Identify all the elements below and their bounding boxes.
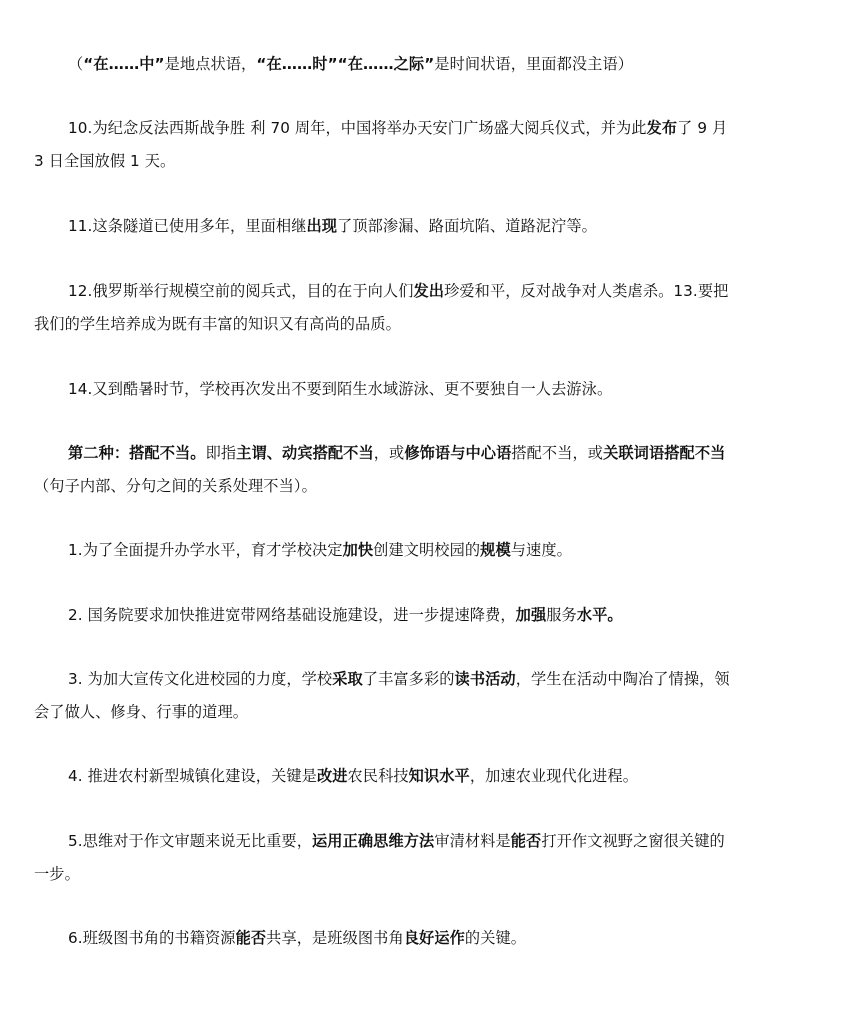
paragraph-sentence-11: 11.这条隧道已使用多年，里面相继出现了顶部渗漏、路面坑陷、道路泥泞等。: [68, 217, 597, 236]
paragraph-example-6: 6.班级图书角的书籍资源能否共享，是班级图书角良好运作的关键。: [68, 929, 527, 948]
paragraph-example-2: 2. 国务院要求加快推进宽带网络基础设施建设，进一步提速降费，加强服务水平。: [68, 606, 623, 625]
section-heading-category-2: 第二种：搭配不当。即指主谓、动宾搭配不当，或修饰语与中心语搭配不当，或关联词语搭配不当（句子内部、分句之间的关系处理不当）。: [34, 444, 726, 495]
paragraph-example-5: 5.思维对于作文审题来说无比重要，运用正确思维方法审清材料是能否打开作文视野之窗很关键的一步。: [34, 832, 725, 883]
paragraph-adverbial-note: （“在……中”是地点状语，“在……时”“在……之际”是时间状语，里面都没主语）: [68, 55, 634, 74]
paragraph-sentence-10: 10.为纪念反法西斯战争胜 利 70 周年，中国将举办天安门广场盛大阅兵仪式，并为此发布了 9 月 3 日全国放假 1 天。: [34, 119, 728, 170]
paragraph-example-4: 4. 推进农村新型城镇化建设，关键是改进农民科技知识水平，加速农业现代化进程。: [68, 767, 638, 786]
paragraph-sentence-14: 14.又到酷暑时节，学校再次发出不要到陌生水域游泳、更不要独自一人去游泳。: [68, 380, 613, 399]
paragraph-sentence-12-13: 12.俄罗斯举行规模空前的阅兵式，目的在于向人们发出珍爱和平，反对战争对人类虐杀。13.要把我们的学生培养成为既有丰富的知识又有高尚的品质。: [34, 282, 729, 333]
paragraph-example-3: 3. 为加大宣传文化进校园的力度，学校采取了丰富多彩的读书活动，学生在活动中陶冶了情操，领会了做人、修身、行事的道理。: [34, 670, 730, 721]
paragraph-example-1: 1.为了全面提升办学水平，育才学校决定加快创建文明校园的规模与速度。: [68, 541, 572, 560]
